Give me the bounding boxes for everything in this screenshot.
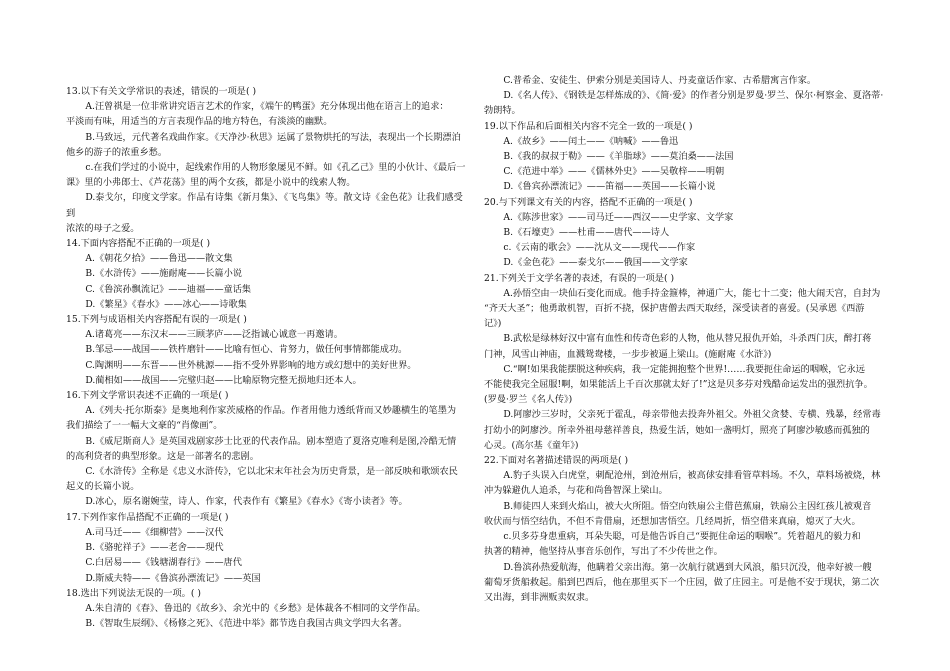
answer-option: A.《故乡》——闰土——《呐喊》——鲁迅 [503,135,679,147]
answer-option: c.《云南的歌会》——沈从文——现代——作家 [503,242,696,254]
answer-option: D.《鲁宾孙漂流记》——笛福——英国——长篇小说 [503,181,716,193]
text-line: 心灵。(高尔基《童年》) [484,439,579,451]
text-line: 打幼小的阿廖沙。所幸外祖母慈祥善良，热爱生活，她如一盏明灯，照亮了阿廖沙敏感而孤独的 [484,424,870,436]
text-line: 课》里的小弗郎士、《芦花荡》里的两个女孩，都是小说中的线索人物。 [66,177,356,189]
question-stem: 14.下面内容搭配不正确的一项是( ) [66,238,211,250]
text-line: “齐天大圣”；他勇敢机智，百折不挠，保护唐僧去西天取经，深受读者的喜爱。(吴承恩《西游 [484,303,865,315]
answer-option: D.阿廖沙三岁时，父亲死于霍乱，母亲带他去投奔外祖父。外祖父贪婪、专横、残暴，经常毒 [503,409,881,421]
text-line: 不能使我完全屈服!啊，如果能活上千百次那就太好了!”这是贝多芬对残酷命运发出的强烈抗争。 [484,379,873,391]
answer-option: B.《威尼斯商人》是英国戏剧家莎士比亚的代表作品。剧本塑造了夏洛克唯利是图,冷酷无情 [85,435,457,447]
text-line: (罗曼·罗兰《名人传》) [484,394,573,406]
answer-option: A.孙悟空由一块仙石变化而成。他手持金箍棒，神通广大，能七十二变；他大闹天宫，自封为 [503,287,881,299]
answer-option: D.《名人传》、《钢铁是怎样炼成的》、《简·爱》的作者分别是罗曼·罗兰、保尔·柯察金、夏洛蒂· [503,90,884,102]
text-line: 又出海，到非洲贩卖奴隶。 [484,591,595,603]
text-line: 记》) [484,318,502,330]
answer-option: B.《骆驼祥子》——老舍——现代 [85,542,224,554]
answer-option: C.白居易——《钱塘湖春行》——唐代 [85,557,242,569]
text-line: 平淡而有味，用适当的方言表现作品的地方特色，有淡淡的幽默。 [66,116,333,128]
text-line: 起义的长篇小说。 [66,481,140,493]
text-line: 门神，风雪山神庙，血溅鸳鸯楼，一步步被逼上梁山。(施耐庵《水浒》) [484,348,772,360]
answer-option: B.《智取生辰纲》、《杨修之死》、《范进中举》都节选自我国古典文学四大名著。 [85,618,408,630]
text-line: 执著的精神，他坚持从事音乐创作，写出了不少传世之作。 [484,546,723,558]
answer-option: B.武松是绿林好汉中富有血性和传奇色彩的人物，他从替兄报仇开始，斗杀西门庆，醉打蒋 [503,333,872,345]
question-stem: 22.下面对名著描述错误的两项是( ) [484,455,629,467]
question-stem: 19.以下作品和后面相关内容不完全一致的一项是( ) [484,120,693,132]
answer-option: B.《我的叔叔于勒》——《羊脂球》——莫泊桑——法国 [503,151,734,163]
answer-option: A.《朝花夕拾》——鲁迅——散文集 [85,253,233,265]
answer-option: D.《繁星》《春水》——冰心——诗歌集 [85,298,247,310]
text-line: 我们描绘了一一幅大文豪的“肖像画”。 [66,420,223,432]
text-line: 收伏而与悟空结仇，不但不肯借扇，还想加害悟空。几经周折，悟空借来真扇，熄灭了大火。 [484,515,861,527]
answer-option: A.诸葛亮——东汉末——三顾茅庐——泛指诚心诚意一再邀请。 [85,329,343,341]
question-stem: 16.下列文学常识表述不正确的一项是( ) [66,390,229,402]
answer-option: D.斯威夫特——《鲁滨孙漂流记》——英国 [85,572,261,584]
answer-option: B.《石壕吏》——杜甫——唐代——诗人 [503,227,670,239]
answer-option: A.《列夫·托尔斯泰》是奥地利作家茨威格的作品。作者用他力透纸背而又妙趣横生的笔墨为 [85,405,457,417]
answer-option: B.《水浒传》——施耐庵——长篇小说 [85,268,242,280]
answer-option: A.汪曾祺是一位非常讲究语言艺术的作家，《端午的鸭蛋》充分体现出他在语言上的追求： [85,101,449,113]
question-stem: 15.下列与成语相关内容搭配有误的一项是( ) [66,314,247,326]
answer-option: D.《金色花》——泰戈尔——俄国——文学家 [503,257,688,269]
answer-option: A.豹子头误入白虎堂，刺配沧州，到沧州后，被高俅安排看管草料场。不久，草料场被烧，林 [503,470,881,482]
question-stem: 20.与下列课文有关的内容，搭配不正确的一项是( ) [484,196,693,208]
answer-option: A.司马迁——《细柳营》——汉代 [85,526,224,538]
text-line: 的高利贷者的典型形象。这是一部著名的悲剧。 [66,450,259,462]
text-line: 冲为躲避仇人追杀，与花和尚鲁智深上梁山。 [484,485,668,497]
text-line: 勃朗特。 [484,105,521,117]
answer-option: C.“啊!如果我能摆脱这种疾病，我一定能拥抱整个世界!……我要扼住命运的咽喉，它永远 [503,363,865,375]
question-stem: 17.下列作家作品搭配不正确的一项是( ) [66,511,229,523]
text-line: 浓浓的母子之爱。 [66,222,140,234]
answer-option: D.鲁滨孙热爱航海，他瞒着父亲出海。第一次航行就遇到大风浪，船只沉没，他幸好被一艘 [503,561,872,573]
answer-option: B.师徒四人来到火焰山，被大火所阻。悟空向铁扇公主借芭蕉扇，铁扇公主因红孩儿被观音 [503,500,872,512]
right-column [484,73,888,605]
answer-option: A.朱自清的《春》、鲁迅的《故乡》、余光中的《乡愁》是体裁各不相同的文学作品。 [85,602,426,614]
answer-option: B.马致远，元代著名戏曲作家。《天净沙·秋思》运属了景物烘托的写法，表现出一个长期漂泊 [85,131,461,143]
question-stem: 21.下列关于文学名著的表述，有误的一项是( ) [484,272,675,284]
answer-option: B.邹忌——战国——铁杵磨针——比喻有恒心、肯努力，做任何事情都能成功。 [85,344,408,356]
text-line: 葡萄牙货船救起。船到巴西后，他在那里买下一个庄园，做了庄园主。可是他不安于现状，第二次 [484,576,880,588]
text-line: 他乡的游子的浓重乡愁。 [66,146,168,158]
answer-option: D.冰心，原名谢婉莹，诗人、作家，代表作有《繁星》《春水》《寄小读者》等。 [85,496,408,508]
answer-option: D.蔺相如——战国——完璧归赵——比喻原物完整无损地归还本人。 [85,374,362,386]
left-column [66,84,466,631]
answer-option: C.《水浒传》全称是《忠义水浒传》，它以北宋末年社会为历史背景，是一部反映和歌颂农民 [85,466,458,478]
answer-option: A.《陈涉世家》——司马迁——西汉——史学家、文学家 [503,211,734,223]
answer-option: c.贝多芬身患重病，耳朵失聪，可是他告诉自己“要扼住命运的咽喉”。凭着超凡的毅力和 [503,531,861,543]
answer-option: C.《范进中举》——《儒林外史》——吴敬梓——明朝 [503,166,725,178]
question-stem: 18.选出下列说法无误的一项。( ) [66,587,201,599]
answer-option: C.陶渊明——东晋——世外桃源——指不受外界影响的地方或幻想中的美好世界。 [85,359,417,371]
question-stem: 13.以下有关文学常识的表述，错误的一项是( ) [66,86,257,97]
answer-option: D.泰戈尔，印度文学家。作品有诗集《新月集》、《飞鸟集》等。散文诗《金色花》让我们感受到 [66,192,463,219]
answer-option: c.在我们学过的小说中，起线索作用的人物形象屡见不鲜。如《孔乙己》里的小伙计、《最后一 [85,162,466,174]
answer-option: C.《鲁滨孙飘流记》——迪福——童话集 [85,283,252,295]
answer-option: C.普希金、安徒生、伊索分别是美国诗人、丹麦童话作家、古希腊寓言作家。 [503,75,817,86]
